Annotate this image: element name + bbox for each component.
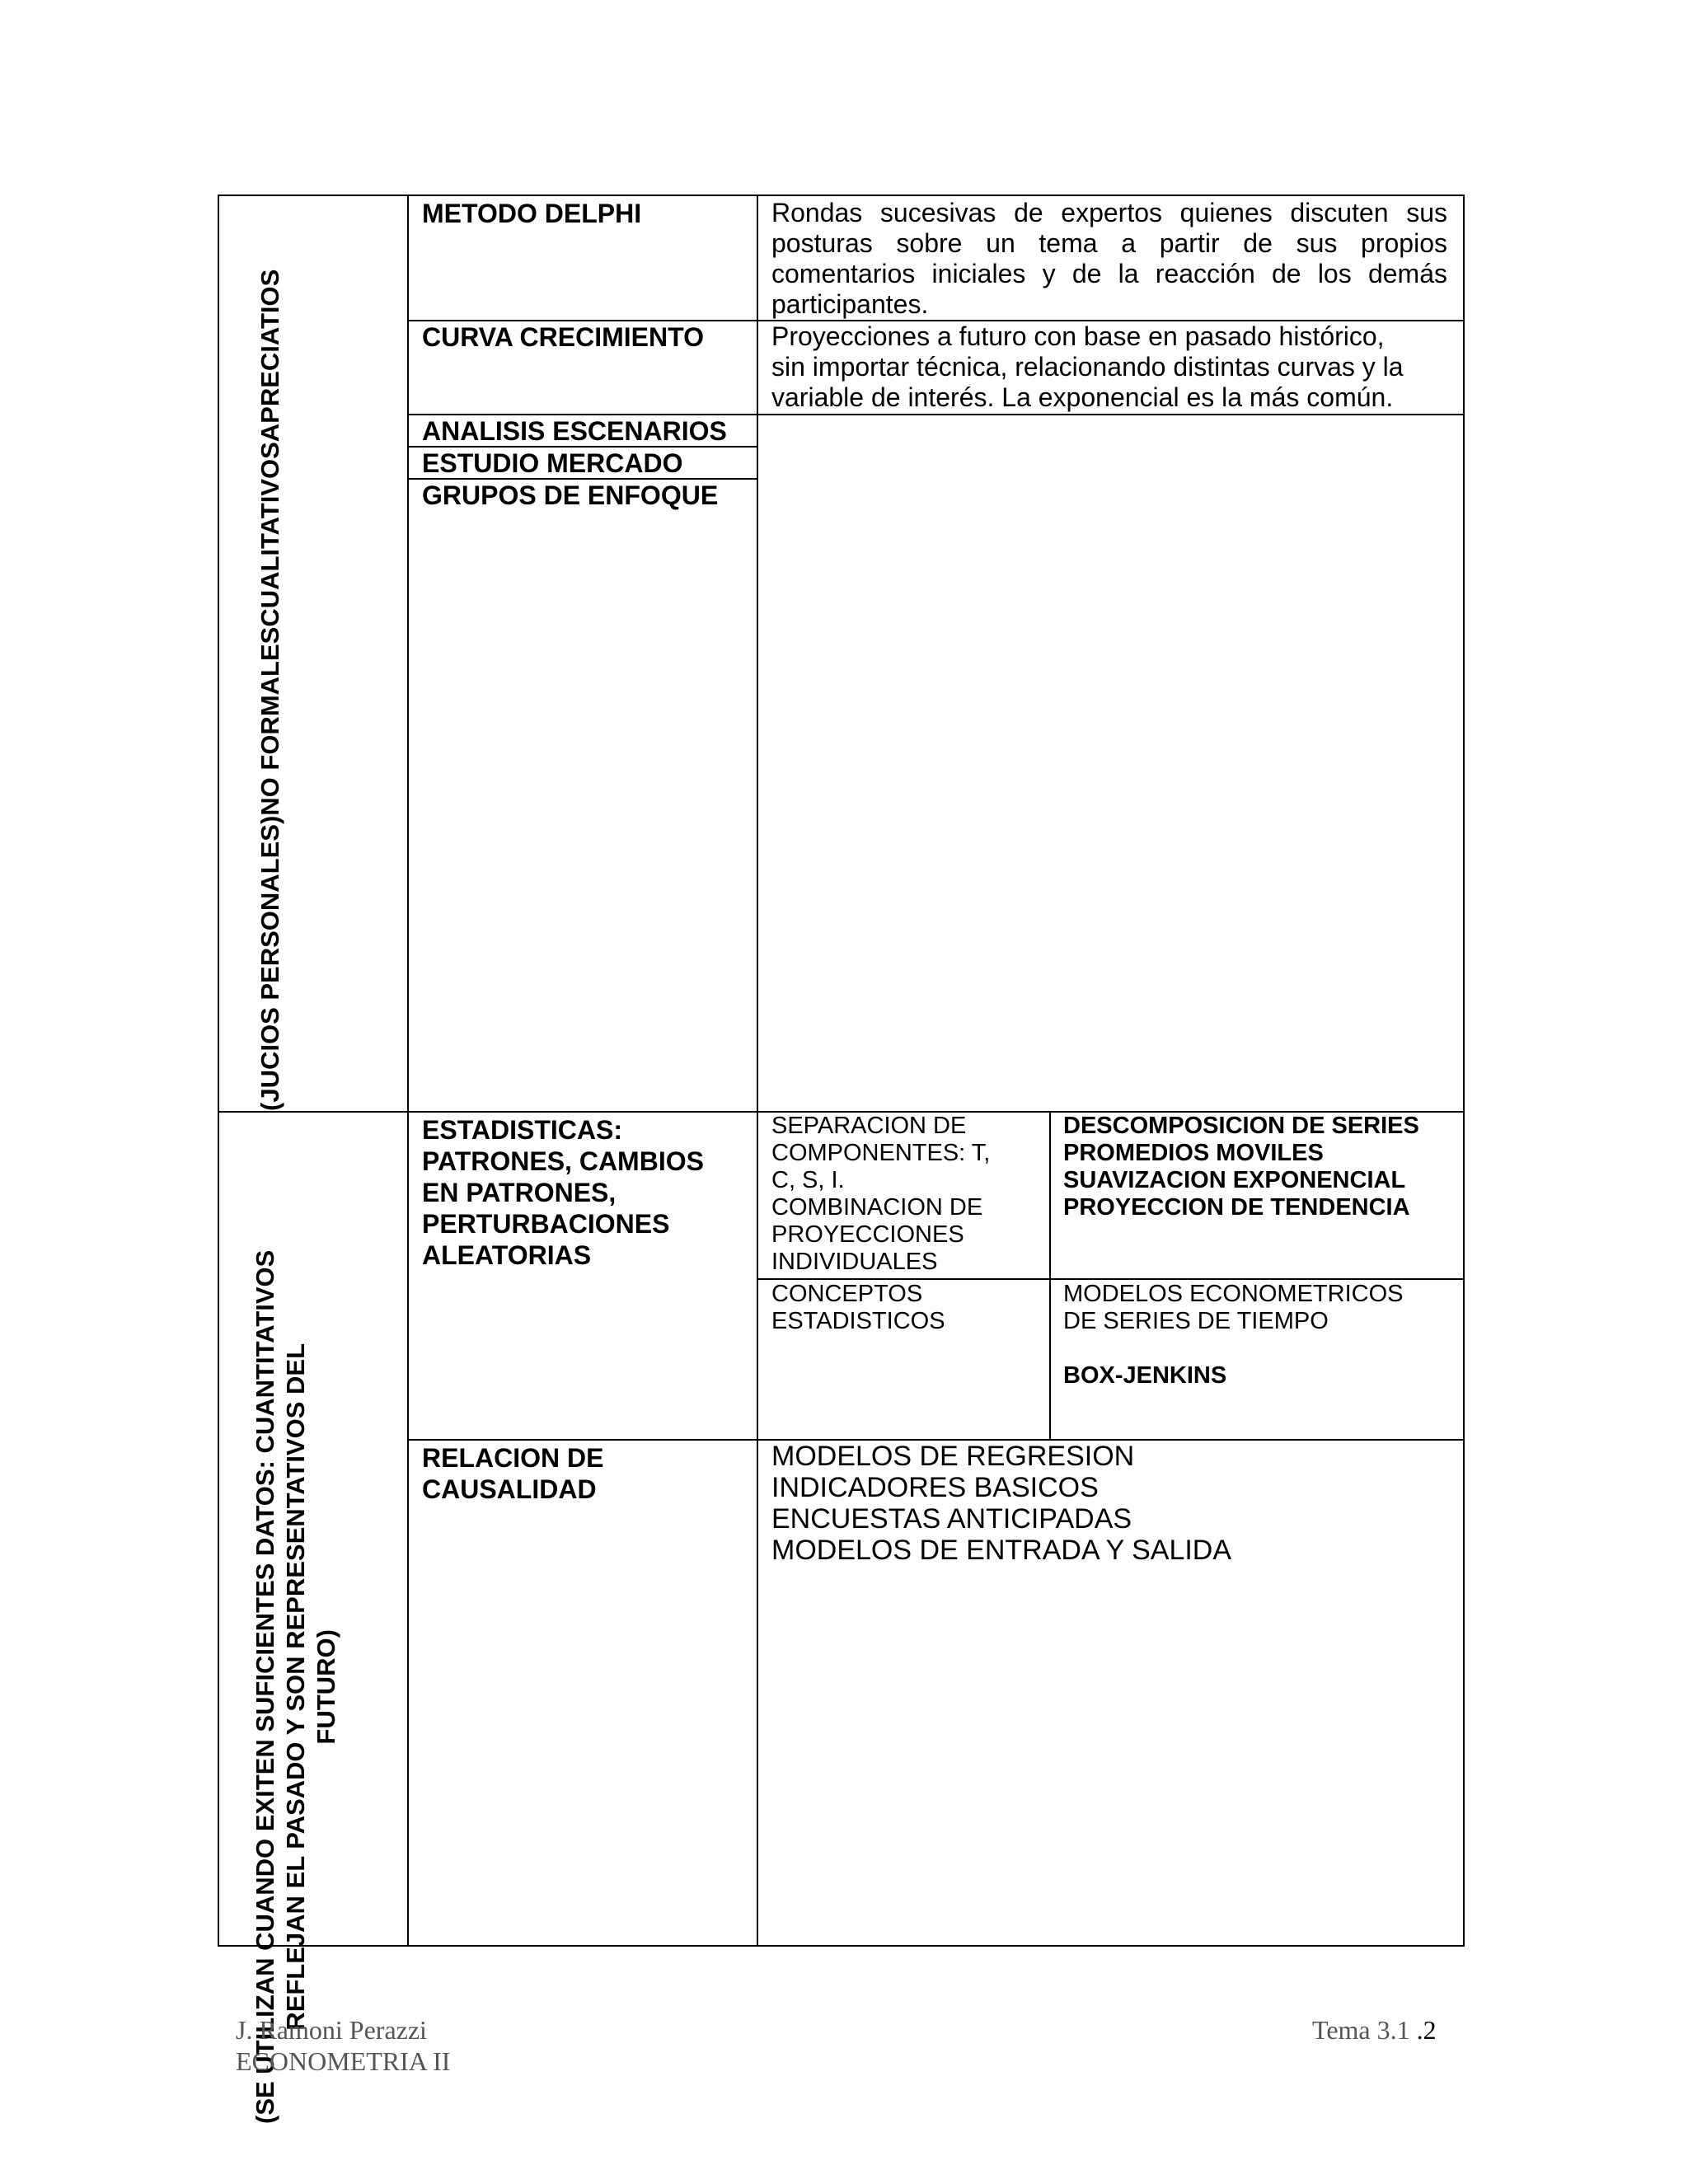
footer-course: ECONOMETRIA II (236, 2046, 451, 2076)
components-line: PROYECCIONES (771, 1221, 964, 1248)
concepts-line: CONCEPTOS (771, 1281, 923, 1307)
components-line: SEPARACION DE (771, 1113, 967, 1139)
causality-item: ENCUESTAS ANTICIPADAS (771, 1503, 1132, 1535)
footer-topic: Tema 3.1 (1312, 2015, 1410, 2045)
table-right-border (1463, 194, 1465, 1947)
method-estudio-mercado: ESTUDIO MERCADO (422, 448, 683, 478)
statistics-title-line: PERTURBACIONES (422, 1209, 670, 1239)
table-top-border (218, 194, 1465, 196)
causality-title-line: RELACION DE (422, 1443, 604, 1473)
footer-author: J. Ramoni Perazzi (236, 2015, 427, 2045)
curva-description (771, 321, 1456, 413)
method-delphi: METODO DELPHI (422, 199, 642, 228)
footer-page-info (1312, 2014, 1437, 2046)
components-text (771, 1113, 990, 1276)
stats-row-divider (757, 1278, 1465, 1280)
statistics-title-line: ALEATORIAS (422, 1240, 592, 1270)
table-left-border (218, 194, 219, 1947)
components-line: INDIVIDUALES (771, 1249, 938, 1275)
series-method-item: SUAVIZACION EXPONENCIAL (1063, 1167, 1406, 1193)
series-method-item: PROYECCION DE TENDENCIA (1063, 1194, 1410, 1221)
causality-item: MODELOS DE REGRESION (771, 1441, 1135, 1472)
curva-description-line-2: sin importar técnica, relacionando distintas curvas y la (771, 352, 1404, 382)
statistics-title-line: PATRONES, CAMBIOS (422, 1146, 704, 1176)
causality-title (422, 1442, 603, 1505)
qualitative-vertical-label: (JUCIOS PERSONALES)NO FORMALESCUALITATIVOSAPRECIATIOS (256, 269, 284, 1111)
causality-item: INDICADORES BASICOS (771, 1472, 1099, 1503)
quantitative-label-line-1: (SE UTILIZAN CUANDO EXITEN SUFICIENTES DATOS: CUANTITATIVOS (251, 1249, 279, 2124)
delphi-description: Rondas sucesivas de expertos quienes discuten sus posturas sobre un tema a partir de sus propios comentarios iniciales y de la reacción de los demás participantes. (771, 198, 1447, 319)
causality-item: MODELOS DE ENTRADA Y SALIDA (771, 1535, 1232, 1566)
stats-inner-divider (1049, 1111, 1051, 1441)
table-bottom-border (218, 1945, 1465, 1947)
box-jenkins-label: BOX-JENKINS (1063, 1362, 1227, 1389)
components-line: COMPONENTES: T, (771, 1140, 991, 1166)
method-analisis-escenarios: ANALISIS ESCENARIOS (422, 416, 727, 446)
statistics-title-line: ESTADISTICAS: (422, 1115, 622, 1145)
method-curva-crecimiento: CURVA CRECIMIENTO (422, 322, 704, 352)
components-line: COMBINACION DE (771, 1194, 983, 1221)
econometric-models-text (1063, 1281, 1404, 1390)
curva-description-line-1: Proyecciones a futuro con base en pasado histórico, (771, 321, 1385, 351)
series-methods-list (1063, 1113, 1419, 1221)
econometric-line: DE SERIES DE TIEMPO (1063, 1308, 1329, 1334)
series-method-item: PROMEDIOS MOVILES (1063, 1140, 1324, 1166)
method-grupos-enfoque: GRUPOS DE ENFOQUE (422, 480, 719, 510)
column-divider-1 (407, 194, 409, 1947)
quantitative-label-line-2: REFLEJAN EL PASADO Y SON REPRESENTATIVOS DEL (281, 1343, 310, 2031)
causality-items (771, 1441, 1231, 1566)
concepts-text (771, 1281, 945, 1335)
econometric-line: MODELOS ECONOMETRICOS (1063, 1281, 1404, 1307)
curva-description-line-3: variable de interés. La exponencial es la más común. (771, 382, 1394, 412)
quantitative-label-line-3: FUTURO) (312, 1629, 340, 1745)
statistics-title (422, 1114, 704, 1271)
quantitative-vertical-label (250, 1250, 341, 2124)
series-method-item: DESCOMPOSICION DE SERIES (1063, 1113, 1419, 1139)
footer-page-number: .2 (1416, 2015, 1437, 2045)
column-divider-2 (757, 194, 758, 1947)
statistics-title-line: EN PATRONES, (422, 1178, 617, 1207)
causality-title-line: CAUSALIDAD (422, 1474, 597, 1504)
concepts-line: ESTADISTICOS (771, 1308, 945, 1334)
components-line: C, S, I. (771, 1167, 845, 1193)
